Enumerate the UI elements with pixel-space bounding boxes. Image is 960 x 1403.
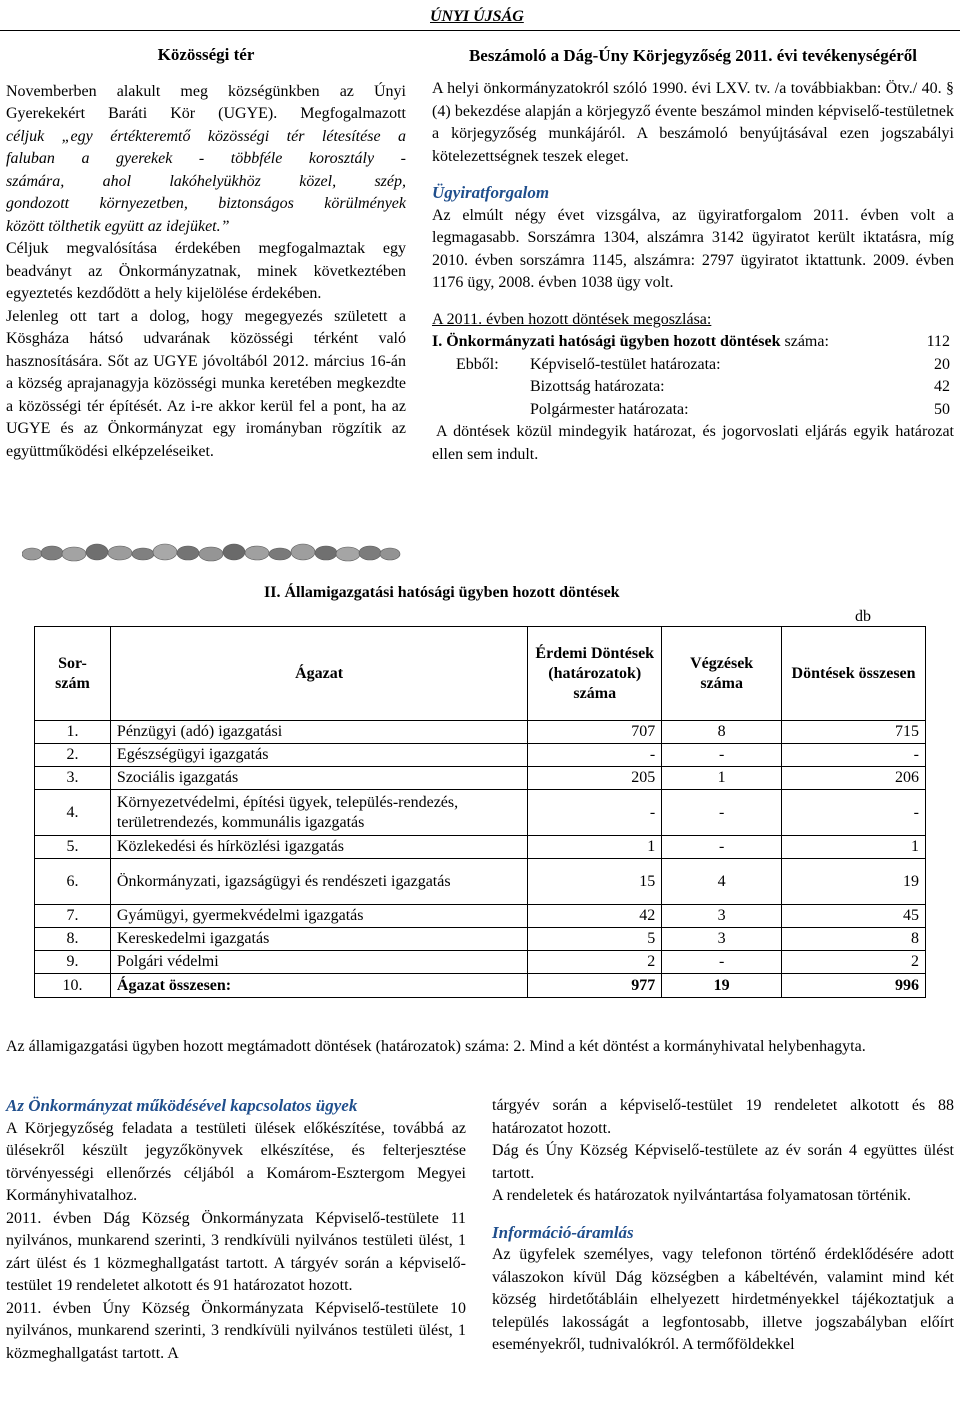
row-osszesen: 8 xyxy=(782,928,926,951)
row-number: 8. xyxy=(35,928,111,951)
row-vegzesek: - xyxy=(662,951,782,974)
row-osszesen: 2 xyxy=(782,951,926,974)
below-table-text: Az államigazgatási ügyben hozott megtámadott döntések (határozatok) száma: 2. Mind a két döntést a kormányhivatal helybenhagyta. xyxy=(6,1038,866,1055)
newspaper-title: ÚNYI ÚJSÁG xyxy=(430,8,524,25)
row-agazat: Szociális igazgatás xyxy=(110,767,527,790)
onkormanyzat-heading: Az Önkormányzat működésével kapcsolatos ügyek xyxy=(6,1096,358,1115)
bottom-right-p2: Dág és Úny Község Képviselő-testülete az év során 4 együttes ülést tartott. xyxy=(492,1142,954,1182)
row-agazat: Környezetvédelmi, építési ügyek, település-rendezés, területrendezés, kommunális igazgatás xyxy=(110,790,527,836)
left-paragraph-2: Céljuk megvalósítása érdekében megfogalmaztak egy beadványt az Önkormányzatnak, minek következtében egyeztetés kezdődött a hely kijelölése érdekében. xyxy=(6,240,406,302)
onkormanyzati-suffix: száma: xyxy=(780,333,829,350)
bottom-left-column xyxy=(6,1095,466,1365)
row-erdemi: 2 xyxy=(528,951,662,974)
row-osszesen: - xyxy=(782,790,926,836)
row-erdemi: 5 xyxy=(528,928,662,951)
row-number: 4. xyxy=(35,790,111,836)
header-sorszam: Sor-szám xyxy=(35,627,111,721)
bottom-left-p1: A Körjegyzőség feladata a testületi ülések előkészítése, továbbá az ülésekről készült jegyzőkönyvek elkészítése, és felterjesztése törvényességi ellenőrzés céljából a Komárom-Esztergom Megyei Kormányhivatalhoz. xyxy=(6,1119,466,1204)
row-number: 6. xyxy=(35,859,111,905)
table-unit: db xyxy=(855,608,871,625)
breakdown-value: 50 xyxy=(934,400,950,418)
table-row xyxy=(35,790,926,836)
row-erdemi: - xyxy=(528,790,662,836)
bottom-right-p3: A rendeletek és határozatok nyilvántartása folyamatosan történik. xyxy=(492,1187,911,1204)
row-agazat: Gyámügyi, gyermekvédelmi igazgatás xyxy=(110,905,527,928)
row-vegzesek: - xyxy=(662,744,782,767)
breakdown-row xyxy=(432,399,954,422)
left-paragraph-1: Novemberben alakult meg községünkben az Únyi Gyerekekért Baráti Kör (UGYE). Megfogalmazott céljuk „egy értékteremtő közösségi tér létesítése a faluban a gyerekek - többféle korosztály - számára, ahol lakóhelyükhöz közel, szép, gondozott környezetben, biztonságos körülmények között tölthetik együtt az idejüket.” xyxy=(6,82,406,235)
left-paragraph-3: Jelenleg ott tart a dolog, hogy megegyezés született a Kösgháza hátsó udvarának közösségi térként való hasznosítására. Sőt az UGYE jóvoltából 2012. március 16-án a község aprajanagyja közösségi munka keretében megkezdte a közösségi tér építését. Az i-re akkor kerül fel a pont, ha az UGYE és az Önkormányzat egy irományban rögzítik az együttműködési elképzeléseiket. xyxy=(6,307,406,460)
bottom-right-p1: tárgyév során a képviselő-testület 19 rendeletet alkotott és 88 határozatot hozott. xyxy=(492,1097,954,1137)
row-vegzesek: - xyxy=(662,836,782,859)
left-heading: Közösségi tér xyxy=(157,45,255,64)
ugyiratforgalom-heading: Ügyiratforgalom xyxy=(432,183,550,202)
row-vegzesek: 4 xyxy=(662,859,782,905)
header-agazat: Ágazat xyxy=(110,627,527,721)
table-row xyxy=(35,905,926,928)
right-column xyxy=(432,44,954,466)
bottom-right-p4: Az ügyfelek személyes, vagy telefonon történő érdeklődésére adott válaszokon kívül Dág községben a kábeltévén, valamint mind két község hirdetőtábláin elhelyezett hirdetményekkel tájékoztatjuk a település lakosságát a legfontosabb, illetve jogszabályban előírt eseményekről, tudnivalókról. A termőföldekkel xyxy=(492,1246,954,1353)
row-number: 9. xyxy=(35,951,111,974)
table-row xyxy=(35,928,926,951)
row-number: 10. xyxy=(35,974,111,998)
page-header xyxy=(0,0,960,31)
row-agazat: Polgári védelmi xyxy=(110,951,527,974)
row-number: 7. xyxy=(35,905,111,928)
breakdown-label: Bizottság határozata: xyxy=(530,378,665,395)
breakdown-value: 20 xyxy=(934,355,950,373)
row-erdemi: 1 xyxy=(528,836,662,859)
row-number: 1. xyxy=(35,721,111,744)
megoszlas-heading: A 2011. évben hozott döntések megoszlása: xyxy=(432,310,712,328)
table-row xyxy=(35,744,926,767)
breakdown-label: Polgármester határozata: xyxy=(530,400,689,418)
row-osszesen: 19 xyxy=(782,859,926,905)
breakdown-row xyxy=(432,354,954,377)
table-row xyxy=(35,767,926,790)
table-total-row xyxy=(35,974,926,998)
bottom-left-p3: 2011. évben Úny Község Önkormányzata Képviselő-testülete 10 nyilvános, munkarend szerinti, 3 rendkívüli nyilvános testületi ülést, 1 közmeghallgatást tartott. A xyxy=(6,1299,466,1362)
bottom-left-p2: 2011. évben Dág Község Önkormányzata Képviselő-testülete 11 nyilvános, munkarend szerinti, 3 rendkívüli nyilvános testületi ülést, 1 zárt ülést és 1 közmeghallgatást tartott. A tárgyév során a képviselő-testület 19 rendeletet alkotott és 91 határozatot hozott. xyxy=(6,1209,466,1294)
row-vegzesek: 3 xyxy=(662,905,782,928)
header-vegzesek: Végzések száma xyxy=(662,627,782,721)
header-erdemi: Érdemi Döntések (határozatok) száma xyxy=(528,627,662,721)
row-agazat: Pénzügyi (adó) igazgatási xyxy=(110,721,527,744)
row-osszesen: - xyxy=(782,744,926,767)
row-erdemi: 42 xyxy=(528,905,662,928)
table-title: II. Államigazgatási hatósági ügyben hozott döntések xyxy=(264,584,620,601)
table-row xyxy=(35,951,926,974)
row-erdemi: 205 xyxy=(528,767,662,790)
row-vegzesek: - xyxy=(662,790,782,836)
row-vegzesek: 1 xyxy=(662,767,782,790)
pebbles-divider-image xyxy=(22,541,402,563)
breakdown-row xyxy=(432,376,954,399)
bottom-right-column xyxy=(492,1095,954,1357)
ebbol-label: Ebből: xyxy=(456,355,499,373)
table-header-row xyxy=(35,627,926,721)
informacio-heading: Információ-áramlás xyxy=(492,1222,634,1242)
row-osszesen: 715 xyxy=(782,721,926,744)
table-row xyxy=(35,836,926,859)
table-row xyxy=(35,721,926,744)
row-erdemi: 707 xyxy=(528,721,662,744)
ugyiratforgalom-text: Az elmúlt négy évet vizsgálva, az ügyiratforgalom 2011. évben volt a legmagasabb. Sorszámra 1304, alszámra 3142 ügyiratot került iktatásra, míg 2010. évben sorszámra 1145, alszámra: 2797 ügyiratot iktattunk. 2009. évben 1176 ügy, 2008. évben 1038 ügy volt. xyxy=(432,206,954,291)
row-number: 5. xyxy=(35,836,111,859)
row-vegzesek: 3 xyxy=(662,928,782,951)
onkormanyzati-value: 112 xyxy=(926,333,950,350)
table-row xyxy=(35,859,926,905)
breakdown-label: Képviselő-testület határozata: xyxy=(530,355,721,373)
left-column xyxy=(6,44,406,463)
row-number: 3. xyxy=(35,767,111,790)
row-erdemi: 15 xyxy=(528,859,662,905)
onkormanyzati-label: I. Önkormányzati hatósági ügyben hozott döntések xyxy=(432,333,781,350)
row-erdemi: 977 xyxy=(528,974,662,998)
header-osszesen: Döntések összesen xyxy=(782,627,926,721)
closing-text: A döntések közül mindegyik határozat, és jogorvoslati eljárás egyik határozat ellen sem indult. xyxy=(432,423,954,463)
row-agazat: Önkormányzati, igazságügyi és rendészeti igazgatás xyxy=(110,859,527,905)
row-osszesen: 45 xyxy=(782,905,926,928)
row-osszesen: 996 xyxy=(782,974,926,998)
report-heading: Beszámoló a Dág-Úny Körjegyzőség 2011. évi tevékenységéről xyxy=(468,46,918,65)
report-intro: A helyi önkormányzatokról szóló 1990. évi LXV. tv. /a továbbiakban: Ötv./ 40. § (4) bekezdése alapján a körjegyző évente beszámol minden képviselő-testületnek a körjegyzőség munkájáról. A beszámoló benyújtásával ezen jogszabályi kötelezettségnek teszek eleget. xyxy=(432,80,954,165)
row-agazat: Egészségügyi igazgatás xyxy=(110,744,527,767)
row-number: 2. xyxy=(35,744,111,767)
row-erdemi: - xyxy=(528,744,662,767)
row-osszesen: 1 xyxy=(782,836,926,859)
decisions-table xyxy=(34,626,926,998)
breakdown-value: 42 xyxy=(934,378,950,395)
onkormanyzati-line xyxy=(432,331,954,354)
row-agazat: Közlekedési és hírközlési igazgatás xyxy=(110,836,527,859)
row-agazat: Kereskedelmi igazgatás xyxy=(110,928,527,951)
row-osszesen: 206 xyxy=(782,767,926,790)
row-vegzesek: 8 xyxy=(662,721,782,744)
row-agazat: Ágazat összesen: xyxy=(110,974,527,998)
row-vegzesek: 19 xyxy=(662,974,782,998)
